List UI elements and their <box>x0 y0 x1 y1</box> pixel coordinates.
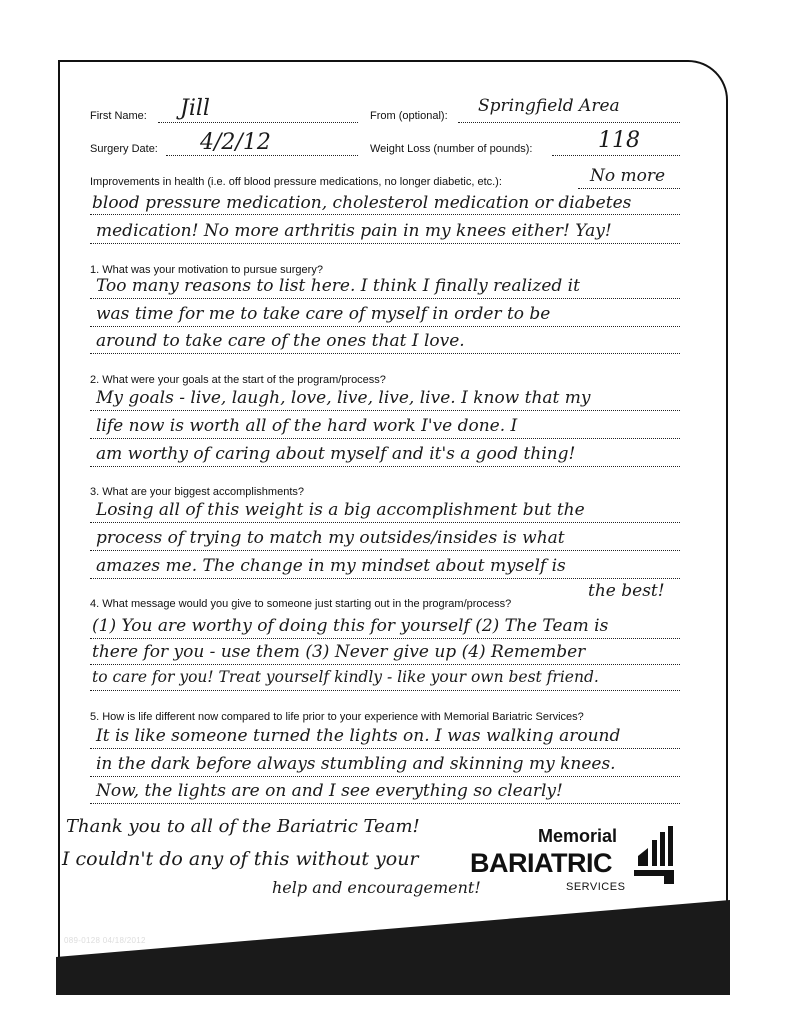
improvements-line-0 <box>578 188 680 189</box>
closing-note-line-1: I couldn't do any of this without your <box>62 848 419 870</box>
first-name-line <box>158 122 358 123</box>
answer-line <box>90 776 680 777</box>
answer-line <box>90 803 680 804</box>
answer-1-text-2: around to take care of the ones that I love. <box>96 331 465 351</box>
improvements-text-2: medication! No more arthritis pain in my knees either! Yay! <box>96 221 612 241</box>
surgery-date-line <box>166 155 358 156</box>
answer-line <box>90 638 680 639</box>
answer-3-text-2: amazes me. The change in my mindset about myself is <box>96 556 566 576</box>
improvements-label: Improvements in health (i.e. off blood pressure medications, no longer diabetic, etc.): <box>90 176 502 188</box>
answer-2-text-1: life now is worth all of the hard work I've done. I <box>96 416 518 436</box>
first-name-value: Jill <box>180 96 210 121</box>
answer-4-text-0: (1) You are worthy of doing this for yourself (2) The Team is <box>92 616 609 636</box>
weight-loss-value: 118 <box>598 128 640 153</box>
logo-mark-icon <box>630 826 678 888</box>
from-line <box>458 122 680 123</box>
answer-line <box>90 298 680 299</box>
answer-line <box>90 353 680 354</box>
weight-loss-line <box>552 155 680 156</box>
question-4-label: 4. What message would you give to someone just starting out in the program/process? <box>90 598 512 610</box>
from-label: From (optional): <box>370 110 448 122</box>
improvements-line-2 <box>90 243 680 244</box>
answer-line <box>90 438 680 439</box>
improvements-text-1: blood pressure medication, cholesterol medication or diabetes <box>92 193 632 213</box>
logo-memorial-text: Memorial <box>538 826 618 846</box>
form-code: 089-0128 04/18/2012 <box>64 936 146 945</box>
closing-note-line-0: Thank you to all of the Bariatric Team! <box>66 816 420 837</box>
answer-3-text-0: Losing all of this weight is a big accomplishment but the <box>96 500 585 520</box>
question-5-label: 5. How is life different now compared to life prior to your experience with Memorial Bariatric Services? <box>90 711 584 723</box>
logo-services-text: SERVICES <box>566 881 626 893</box>
question-2-label: 2. What were your goals at the start of the program/process? <box>90 374 386 386</box>
first-name-label: First Name: <box>90 110 147 122</box>
improvements-text-0: No more <box>590 166 666 186</box>
answer-4-text-1: there for you - use them (3) Never give up (4) Remember <box>92 642 586 662</box>
answer-2-text-2: am worthy of caring about myself and it's a good thing! <box>96 444 576 464</box>
answer-line <box>90 522 680 523</box>
memorial-bariatric-logo <box>470 826 680 896</box>
answer-5-text-0: It is like someone turned the lights on. I was walking around <box>96 726 621 746</box>
surgery-date-value: 4/2/12 <box>200 130 271 155</box>
from-value: Springfield Area <box>478 96 620 116</box>
question-3-label: 3. What are your biggest accomplishments? <box>90 486 304 498</box>
answer-1-text-1: was time for me to take care of myself in order to be <box>96 304 551 324</box>
answer-3-text-3: the best! <box>588 581 665 601</box>
answer-4-text-2: to care for you! Treat yourself kindly - like your own best friend. <box>92 668 599 686</box>
answer-line <box>90 326 680 327</box>
answer-3-text-1: process of trying to match my outsides/insides is what <box>96 528 565 548</box>
answer-line <box>90 578 680 579</box>
answer-2-text-0: My goals - live, laugh, love, live, live, live. I know that my <box>96 388 591 408</box>
answer-line <box>90 550 680 551</box>
closing-note-line-2: help and encouragement! <box>272 878 481 897</box>
answer-line <box>90 748 680 749</box>
surgery-date-label: Surgery Date: <box>90 143 158 155</box>
weight-loss-label: Weight Loss (number of pounds): <box>370 143 533 155</box>
answer-line <box>90 466 680 467</box>
answer-5-text-1: in the dark before always stumbling and skinning my knees. <box>96 754 616 774</box>
logo-bariatric-text: BARIATRIC <box>470 848 612 878</box>
answer-line <box>90 690 680 691</box>
improvements-line-1 <box>90 214 680 215</box>
answer-1-text-0: Too many reasons to list here. I think I finally realized it <box>96 276 580 296</box>
answer-line <box>90 410 680 411</box>
answer-line <box>90 664 680 665</box>
question-1-label: 1. What was your motivation to pursue surgery? <box>90 264 323 276</box>
answer-5-text-2: Now, the lights are on and I see everything so clearly! <box>96 781 563 801</box>
